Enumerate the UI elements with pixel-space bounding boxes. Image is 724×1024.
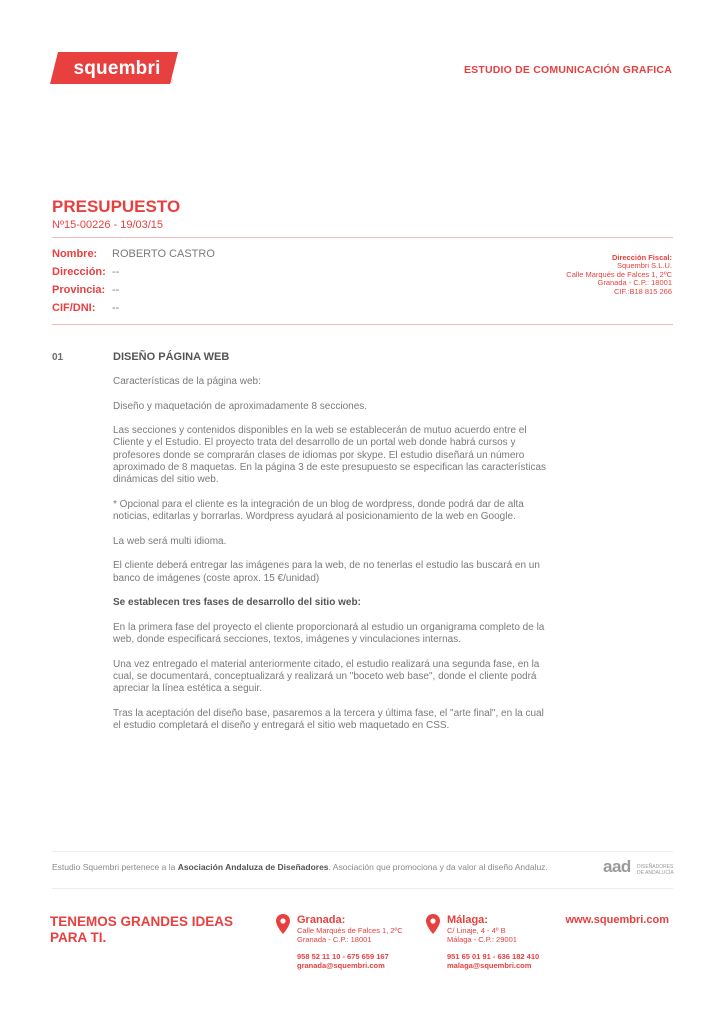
document-number-date: Nº15-00226 - 19/03/15 — [52, 219, 164, 231]
assoc-post: . Asociación que promociona y da valor al diseño Andaluz. — [328, 862, 548, 872]
studio-label: ESTUDIO DE COMUNICACIÓN GRAFICA — [463, 64, 672, 76]
map-pin-icon — [276, 914, 290, 934]
slogan-line-1: TENEMOS GRANDES IDEAS — [50, 914, 234, 929]
office-name: Granada: — [297, 914, 346, 926]
client-address-value: -- — [112, 266, 120, 278]
assoc-name: Asociación Andaluza de Diseñadores — [177, 862, 329, 872]
paragraph: Tras la aceptación del diseño base, pasaremos a la tercera y última fase, el "arte final", en la cual el estudio completará el diseño y entregará el sitio web maquetado en CSS. — [113, 708, 544, 732]
paragraph: Las secciones y contenidos disponibles en la web se establecerán de mutuo acuerdo entre el Cliente y el Estudio. El proyecto trata del desarrollo de un portal web donde habrá cursos y profesores donde se comprarán clases de idiomas por skype. El estudio diseñará un número aproximado de 8 maquetas. En la página 3 de este presupuesto se especifican las características dinámicas del sitio web. — [113, 425, 547, 486]
map-pin-icon — [426, 914, 440, 934]
aad-logo: aad — [603, 857, 631, 876]
paragraph: La web será multi idioma. — [113, 535, 227, 547]
office-malaga — [447, 914, 539, 970]
paragraph: Diseño y maquetación de aproximadamente 8 secciones. — [113, 400, 368, 412]
item-description — [113, 376, 548, 745]
office-street: Calle Marqués de Falces 1, 2ºC — [297, 926, 403, 935]
fiscal-city: Granada - C.P.: 18001 — [597, 278, 672, 288]
divider — [52, 888, 673, 889]
fiscal-cif: CIF.:B18 815 266 — [614, 286, 672, 296]
client-province-label: Provincia: — [52, 284, 106, 296]
office-street: C/ Linaje, 4 - 4º B — [447, 926, 506, 935]
office-city: Málaga - C.P.: 29001 — [447, 935, 517, 944]
paragraph: Una vez entregado el material anteriormente citado, el estudio realizará una segunda fase, en la cual, se documentará, conceptualizará y realizará un "boceto web base", donde el cliente podrá apreciar la línea estética a seguir. — [113, 658, 540, 695]
slogan-line-2: PARA TI. — [50, 930, 107, 945]
logo-text: squembri — [73, 58, 161, 79]
slogan — [50, 914, 233, 946]
paragraph: Características de la página web: — [113, 376, 261, 387]
association-note — [52, 862, 548, 872]
office-name: Málaga: — [447, 914, 488, 926]
paragraph: * Opcional para el cliente es la integración de un blog de wordpress, donde podrá dar de alta noticias, editarlas y borrarlas. Wordpress ayudará al posicionamiento de la web en Google. — [113, 498, 524, 523]
paragraph: El cliente deberá entregar las imágenes para la web, de no tenerlas el estudio las buscará en un banco de imágenes (coste aprox. 15 €/unidad) — [113, 560, 540, 584]
divider — [52, 851, 673, 852]
client-province-value: -- — [112, 284, 120, 296]
divider — [52, 237, 673, 238]
aad-logo-caption — [637, 864, 674, 876]
office-email[interactable]: malaga@squembri.com — [447, 961, 532, 970]
fiscal-heading: Dirección Fiscal: — [611, 253, 672, 262]
fiscal-address — [566, 254, 672, 296]
client-cif-label: CIF/DNI: — [52, 302, 96, 314]
divider — [52, 324, 673, 325]
client-name-label: Nombre: — [52, 248, 98, 260]
website-link[interactable]: www.squembri.com — [565, 914, 669, 926]
fiscal-street: Calle Marqués de Falces 1, 2ºC — [566, 269, 672, 279]
office-phones: 958 52 11 10 - 675 659 167 — [297, 952, 389, 961]
aad-sub-1: DISEÑADORES — [637, 864, 674, 870]
office-phones: 951 65 01 91 - 636 182 410 — [447, 952, 540, 961]
office-city: Granada - C.P.: 18001 — [297, 935, 372, 944]
aad-sub-2: DE ANDALUCÍA — [637, 870, 674, 876]
client-address-label: Dirección: — [52, 266, 106, 278]
office-granada — [297, 914, 403, 970]
office-email[interactable]: granada@squembri.com — [297, 961, 385, 970]
item-number: 01 — [52, 352, 64, 363]
registered-mark: ® — [168, 79, 173, 85]
phases-heading: Se establecen tres fases de desarrollo del sitio web: — [113, 597, 361, 609]
paragraph: En la primera fase del proyecto el cliente proporcionará al estudio un organigrama completo de la web, donde especificará secciones, textos, imágenes y vinculaciones internas. — [113, 621, 545, 646]
document-title: PRESUPUESTO — [52, 197, 181, 216]
client-cif-value: -- — [112, 302, 120, 314]
client-name-value: ROBERTO CASTRO — [112, 248, 215, 260]
fiscal-company: Squembri S.L.U. — [616, 261, 672, 271]
item-title: DISEÑO PÁGINA WEB — [113, 351, 230, 363]
assoc-pre: Estudio Squembri pertenece a la — [52, 862, 178, 872]
